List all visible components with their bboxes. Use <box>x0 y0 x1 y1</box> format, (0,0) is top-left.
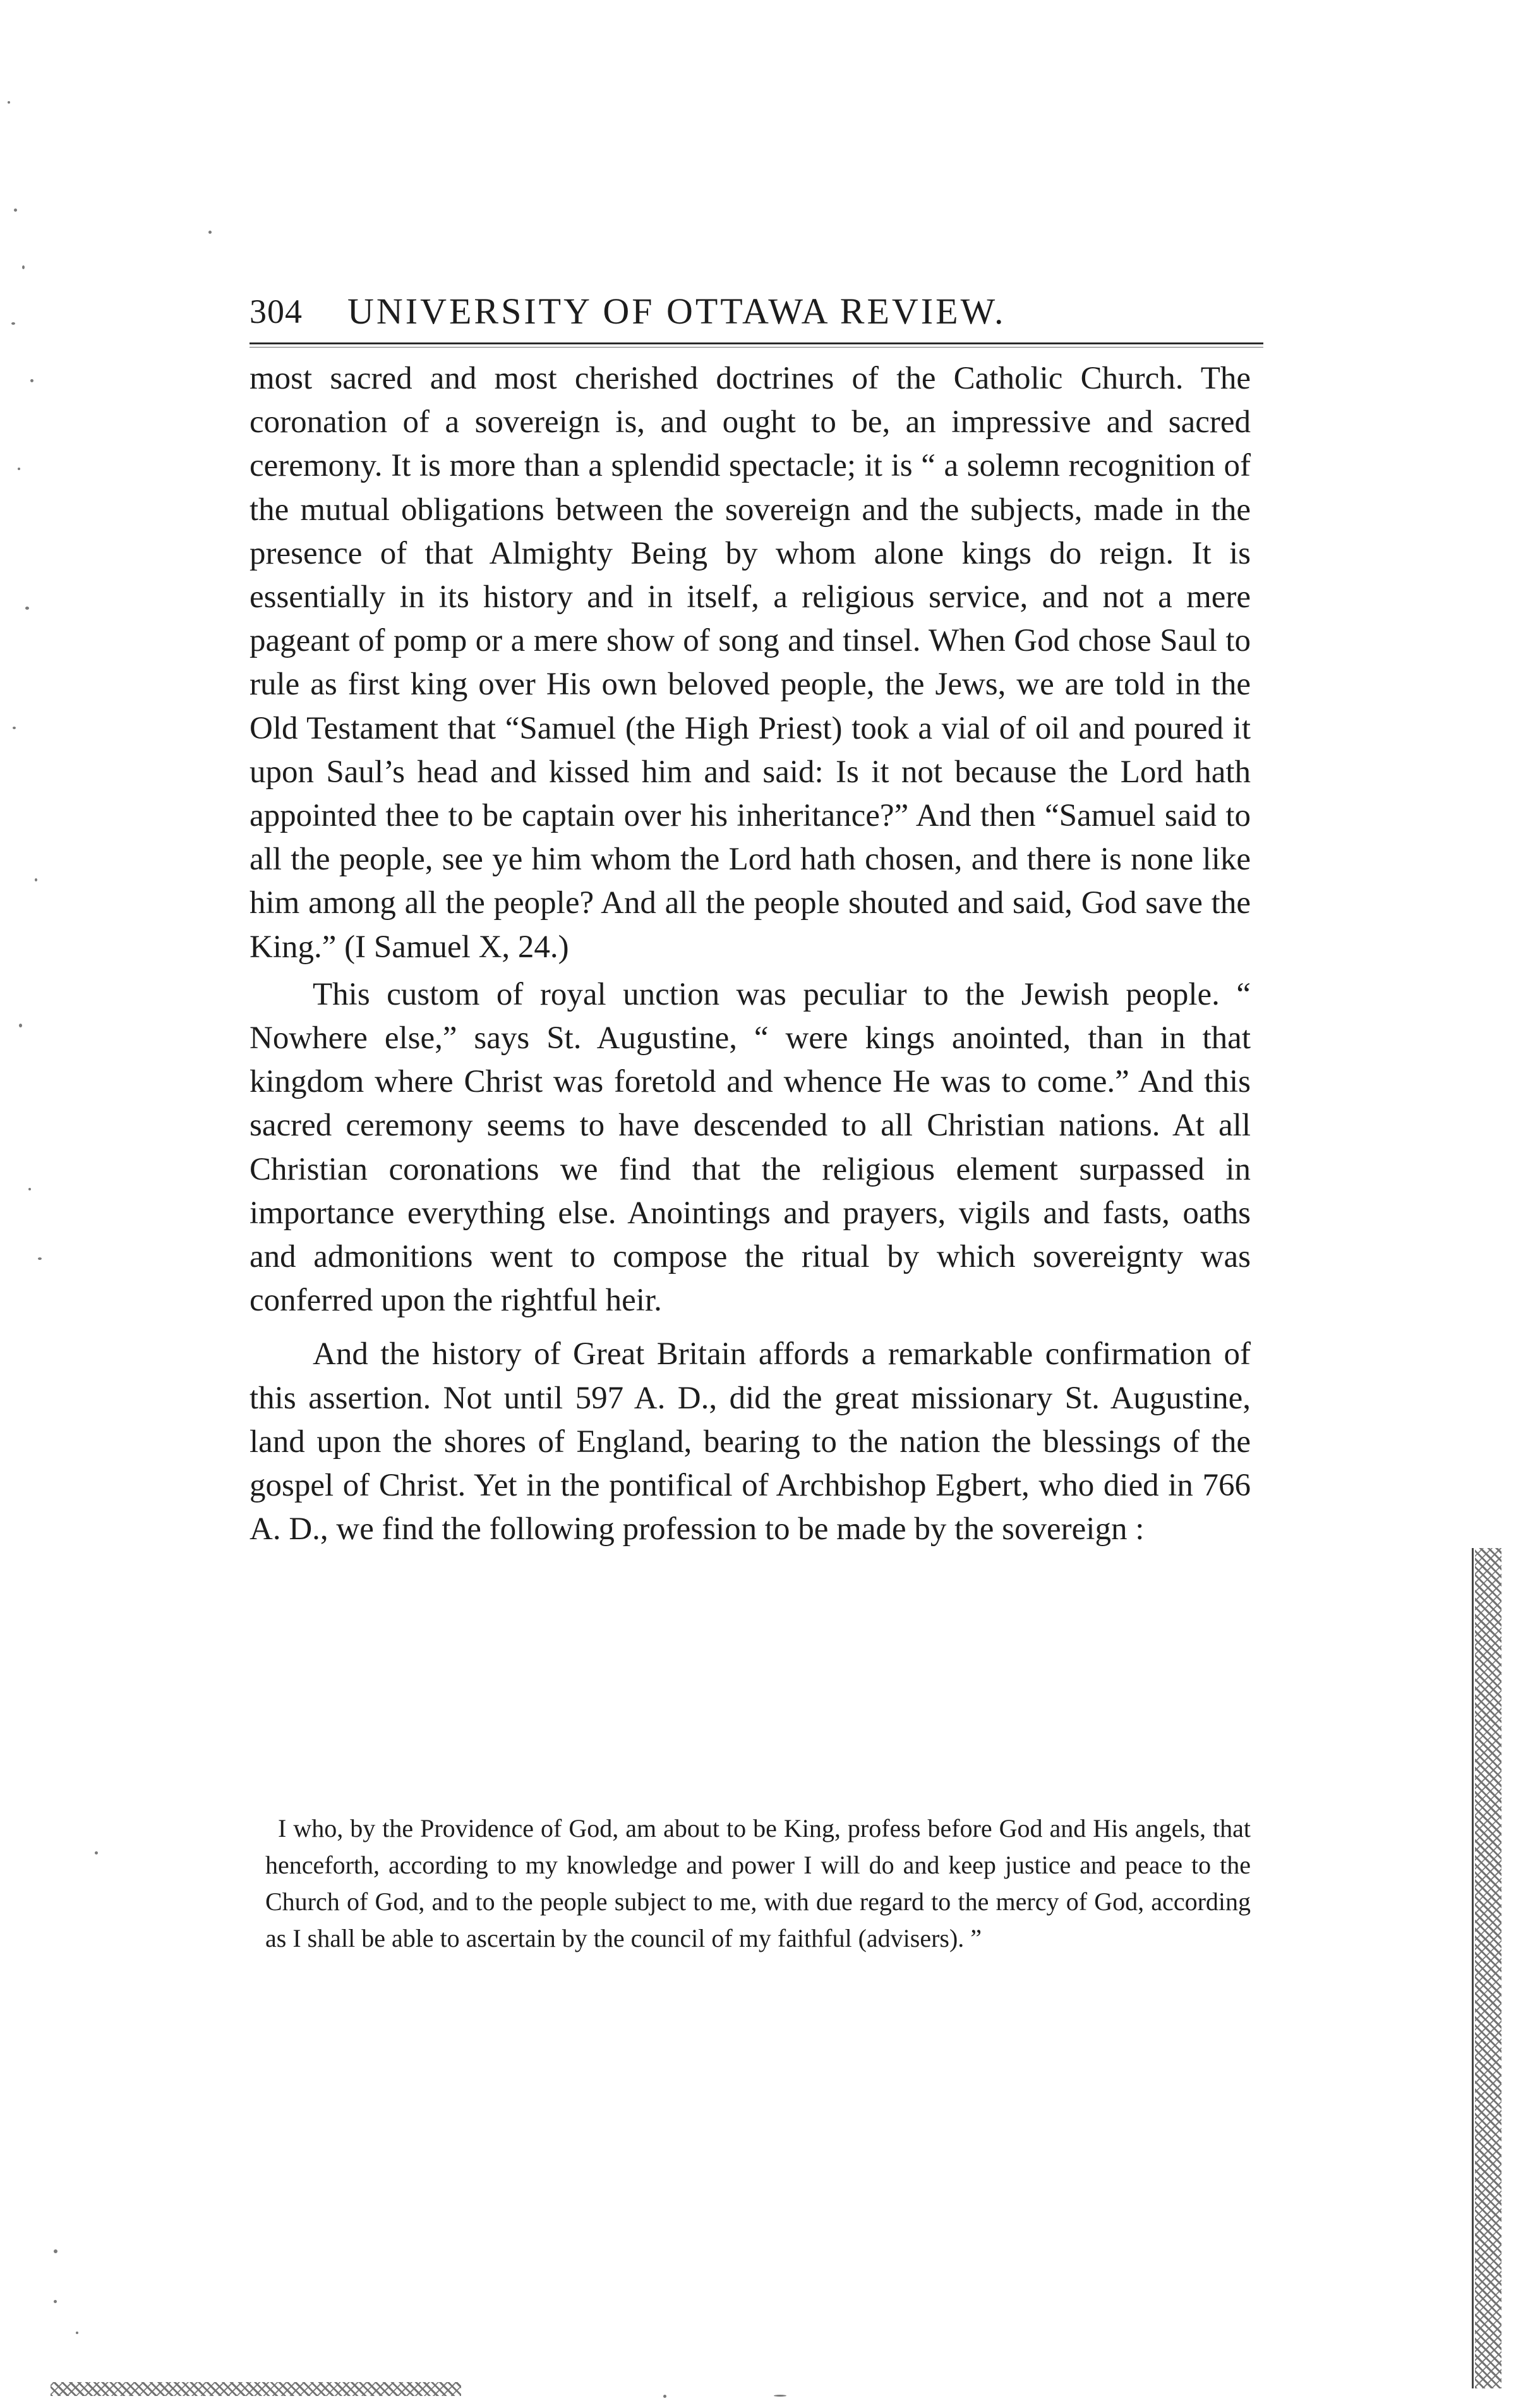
scan-speck <box>774 2395 786 2397</box>
block-quote <box>265 1810 1251 1957</box>
scan-speck <box>95 1851 98 1854</box>
scan-border-line <box>1472 1548 1474 2388</box>
scan-speck <box>8 101 10 104</box>
scan-speck <box>35 878 37 881</box>
scan-border-right <box>1475 1548 1501 2388</box>
running-head: UNIVERSITY OF OTTAWA REVIEW. <box>347 291 1006 332</box>
paragraph: And the history of Great Britain affords a remarkable confirmation of this assertion. Not until 597 A. D., did the great missionary St. Augustine, land upon the shores of England, bearing to the nation the blessings of the gospel of Christ. Yet in the pontifical of Archbishop Egbert, who died in 766 A. D., we find the following profession to be made by the sovereign : <box>250 1336 1251 1547</box>
quote-text: I who, by the Providence of God, am about to be King, profess before God and His angels, that henceforth, according to my knowledge and power I will do and keep justice and peace to the Church of God, and to the people subject to me, with due regard to the mercy of God, according as I shall be able to ascertain by the council of my faithful (advisers). ” <box>265 1814 1251 1952</box>
scan-speck <box>54 2300 57 2303</box>
scan-speck <box>208 231 212 234</box>
scan-speck <box>25 607 29 610</box>
scan-speck <box>28 1188 31 1190</box>
scan-speck <box>38 1257 42 1260</box>
scan-speck <box>19 1024 22 1027</box>
scan-speck <box>30 379 33 382</box>
paragraph: This custom of royal unction was peculiar to the Jewish people. “ Nowhere else,” says St. Augustine, “ were kings anointed, than in that kingdom where Christ was foretold and whence He was to come.” And this sacred ceremony seems to have descended to all Christian nations. At all Christian coronations we find that the religious element surpassed in importance everything else. Anointings and prayers, vigils and fasts, oaths and admonitions went to compose the ritual by which sovereignty was conferred upon the rightful heir. <box>250 976 1251 1319</box>
body-text <box>250 357 1251 1551</box>
scan-border-bottom <box>51 2382 461 2396</box>
page-number: 304 <box>250 293 303 330</box>
header-rule-thin <box>250 347 1263 348</box>
paragraph: most sacred and most cherished doctrines of the Catholic Church. The coronation of a sovereign is, and ought to be, an impressive and sacred ceremony. It is more than a splendid spectacle; it is “ a solemn recognition of the mutual obligations between the sovereign and the subjects, made in the presence of that Almighty Being by whom alone kings do reign. It is essentially in its history and in itself, a religious service, and not a mere pageant of pomp or a mere show of song and tinsel. When God chose Saul to rule as first king over His own beloved people, the Jews, we are told in the Old Testament that “Samuel (the High Priest) took a vial of oil and poured it upon Saul’s head and kissed him and said: Is it not because the Lord hath appointed thee to be captain over his inheritance?” And then “Samuel said to all the people, see ye him whom the Lord hath chosen, and there is none like him among all the people? And all the people shouted and said, God save the King.” (I Samuel X, 24.) <box>250 361 1251 965</box>
page-header <box>250 283 1263 340</box>
scan-speck <box>22 265 25 269</box>
scan-speck <box>13 727 16 729</box>
scan-speck <box>663 2395 666 2398</box>
scan-speck <box>54 2249 57 2253</box>
scan-speck <box>11 322 15 325</box>
scan-speck <box>14 209 17 212</box>
header-rule <box>250 342 1263 344</box>
scan-speck <box>18 468 20 470</box>
scan-speck <box>76 2332 78 2334</box>
